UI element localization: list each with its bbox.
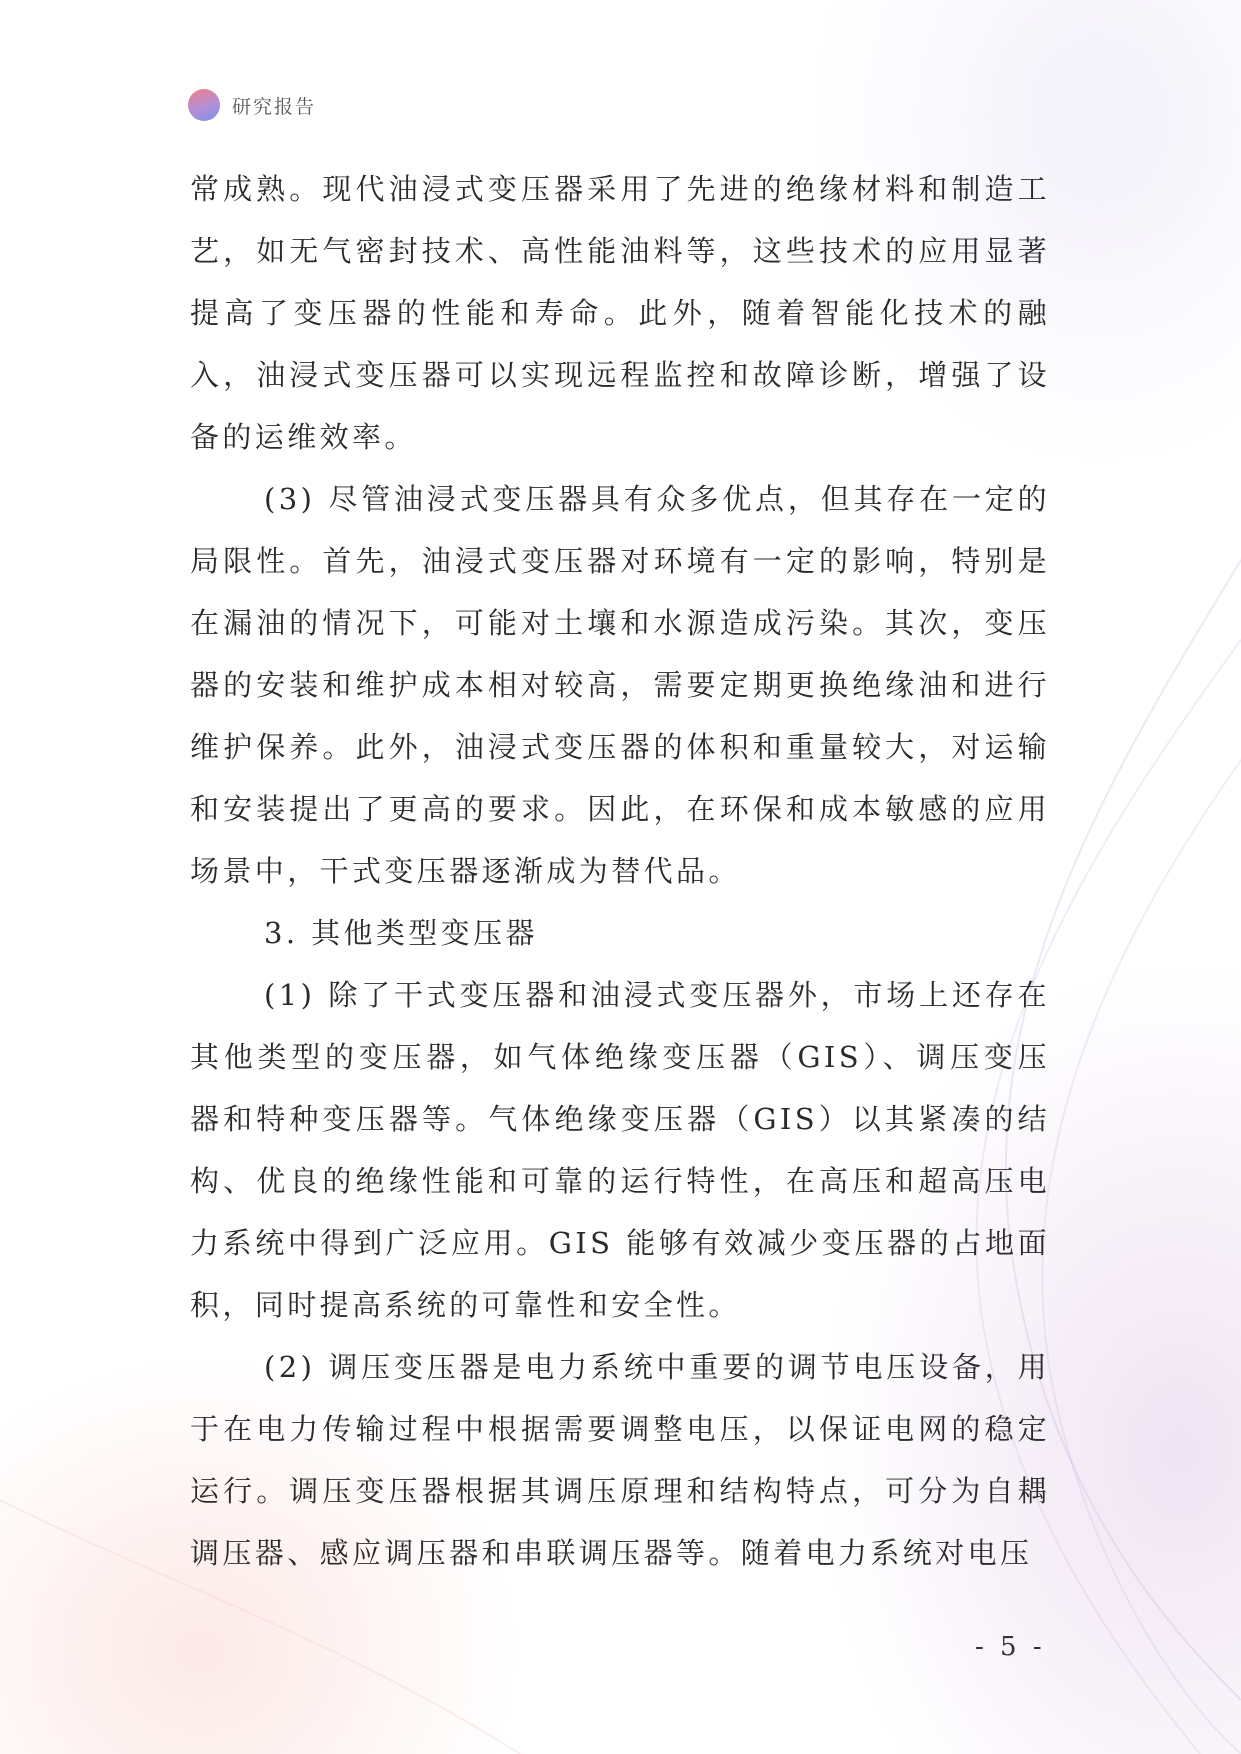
body-text xyxy=(190,158,1050,1584)
report-logo-icon xyxy=(188,89,220,121)
paragraph-item-2: (2) 调压变压器是电力系统中重要的调节电压设备，用于在电力传输过程中根据需要调整电压，以保证电网的稳定运行。调压变压器根据其调压原理和结构特点，可分为自耦调压器、感应调压器和串联调压器等。随着电力系统对电压 xyxy=(190,1350,1050,1570)
section-heading: 3. 其他类型变压器 xyxy=(264,916,538,950)
paragraph-item-1: (1) 除了干式变压器和油浸式变压器外，市场上还存在其他类型的变压器，如气体绝缘变压器（GIS）、调压变压器和特种变压器等。气体绝缘变压器（GIS）以其紧凑的结构、优良的绝缘性能和可靠的运行特性，在高压和超高压电力系统中得到广泛应用。GIS 能够有效减少变压器的占地面积，同时提高系统的可靠性和安全性。 xyxy=(190,978,1050,1322)
paragraph-item-3: (3) 尽管油浸式变压器具有众多优点，但其存在一定的局限性。首先，油浸式变压器对环境有一定的影响，特别是在漏油的情况下，可能对土壤和水源造成污染。其次，变压器的安装和维护成本相对较高，需要定期更换绝缘油和进行维护保养。此外，油浸式变压器的体积和重量较大，对运输和安装提出了更高的要求。因此，在环保和成本敏感的应用场景中，干式变压器逐渐成为替代品。 xyxy=(190,482,1050,888)
page-number: - 5 - xyxy=(975,1632,1046,1662)
page-header xyxy=(188,88,316,122)
paragraph-continuation: 常成熟。现代油浸式变压器采用了先进的绝缘材料和制造工艺，如无气密封技术、高性能油料等，这些技术的应用显著提高了变压器的性能和寿命。此外，随着智能化技术的融入，油浸式变压器可以实现远程监控和故障诊断，增强了设备的运维效率。 xyxy=(190,172,1050,454)
header-title: 研究报告 xyxy=(232,95,317,118)
